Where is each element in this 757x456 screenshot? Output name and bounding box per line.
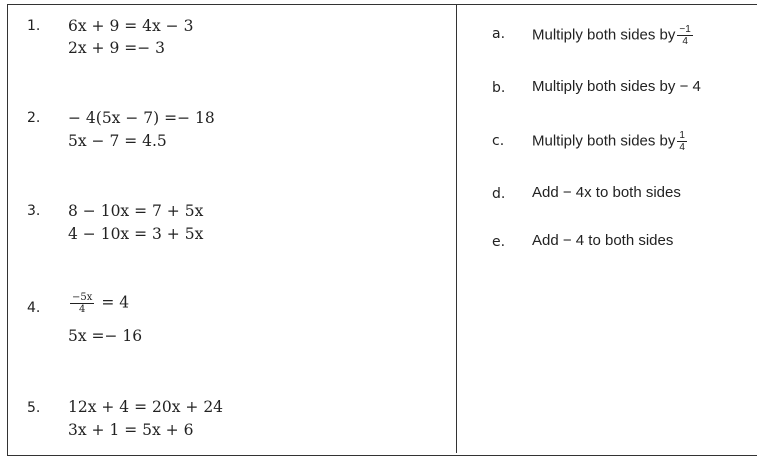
step-a-fraction — [677, 24, 692, 47]
step-a-fraction-numerator: −1 — [679, 24, 691, 35]
problem-4-fraction — [70, 292, 94, 315]
problem-5-number: 5. — [27, 400, 41, 416]
problem-2-number: 2. — [27, 110, 41, 126]
problem-4-number: 4. — [27, 300, 41, 316]
step-c-fraction-numerator: 1 — [679, 130, 685, 141]
problem-2-line-1: − 4(5x − 7) =− 18 — [68, 109, 215, 127]
step-b-letter: b. — [492, 80, 506, 96]
column-divider — [456, 4, 457, 453]
step-a-letter: a. — [492, 26, 506, 42]
problem-5-line-2: 3x + 1 = 5x + 6 — [68, 421, 194, 439]
problem-4-line-1-rest: = 4 — [101, 293, 130, 312]
step-c-fraction — [677, 130, 687, 153]
problem-4-fraction-numerator: −5x — [72, 292, 93, 303]
step-e-letter: e. — [492, 234, 506, 250]
problem-3-number: 3. — [27, 203, 41, 219]
step-d-letter: d. — [492, 186, 506, 202]
problem-4-line-2: 5x =− 16 — [68, 327, 143, 345]
step-e-text: Add − 4 to both sides — [532, 232, 674, 249]
step-b-text: Multiply both sides by − 4 — [532, 78, 701, 95]
problem-1-number: 1. — [27, 18, 41, 34]
step-c-text-row — [532, 130, 689, 153]
step-a-text-row — [532, 24, 695, 47]
problem-1-line-1: 6x + 9 = 4x − 3 — [68, 17, 194, 35]
problem-1-line-2: 2x + 9 =− 3 — [68, 39, 165, 57]
problem-2-line-2: 5x − 7 = 4.5 — [68, 132, 167, 150]
problem-5-line-1: 12x + 4 = 20x + 24 — [68, 398, 224, 416]
step-a-text: Multiply both sides by — [532, 26, 676, 44]
step-c-letter: c. — [492, 133, 505, 149]
step-c-text: Multiply both sides by — [532, 132, 676, 150]
problem-4-fraction-denominator: 4 — [79, 304, 86, 315]
problem-4-line-1 — [68, 292, 129, 315]
step-a-fraction-denominator: 4 — [682, 36, 688, 47]
problem-3-line-2: 4 − 10x = 3 + 5x — [68, 225, 204, 243]
problem-3-line-1: 8 − 10x = 7 + 5x — [68, 202, 204, 220]
step-d-text: Add − 4x to both sides — [532, 184, 681, 201]
step-c-fraction-denominator: 4 — [679, 142, 685, 153]
